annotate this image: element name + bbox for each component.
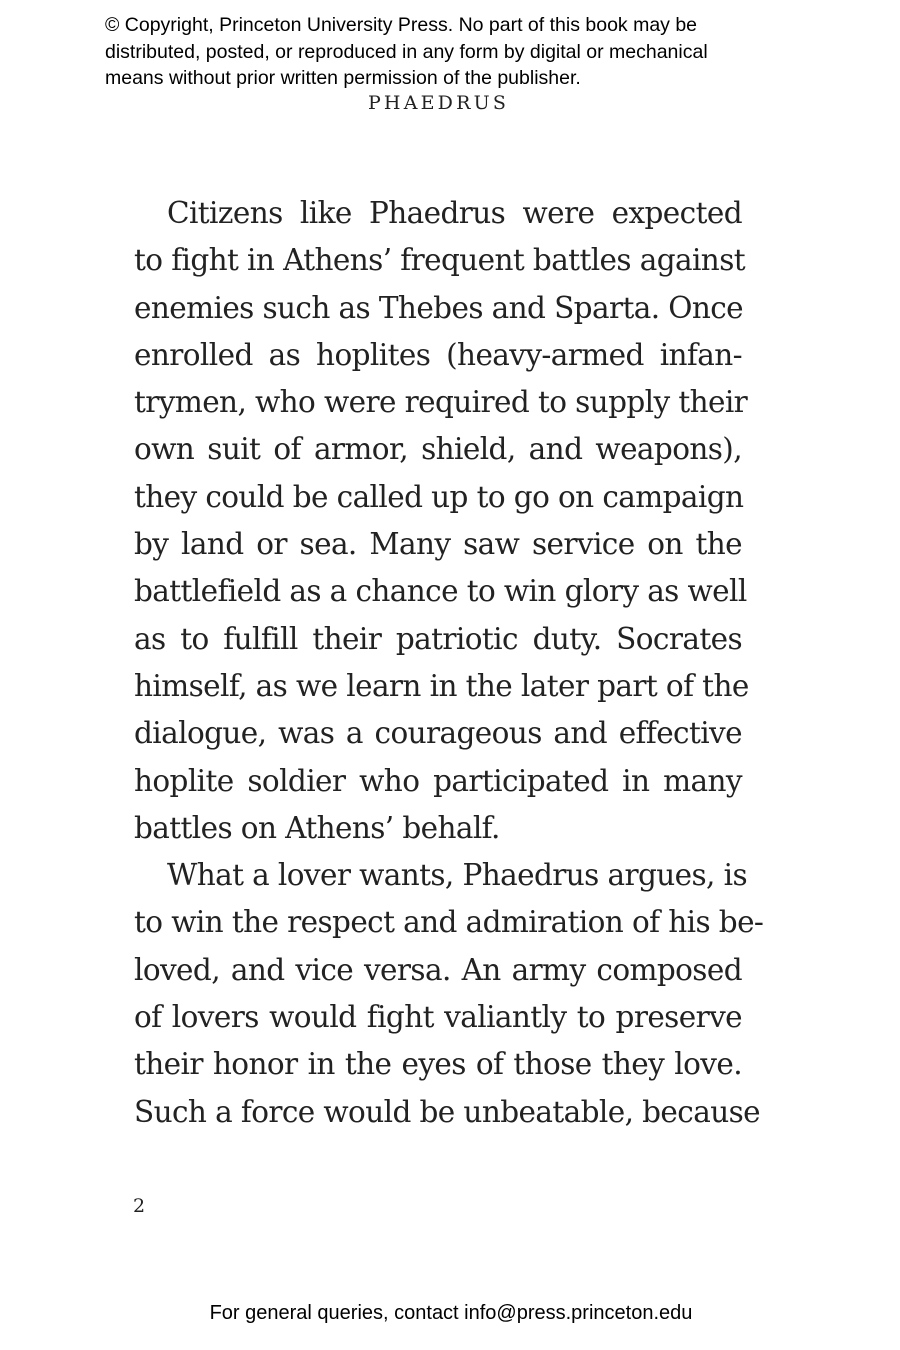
- text-line: battlefield as a chance to win glory as well: [134, 574, 747, 609]
- copyright-line: means without prior written permission of the publisher.: [105, 67, 581, 89]
- text-line: own suit of armor, shield, and weapons),: [134, 432, 742, 467]
- text-line: of lovers would fight valiantly to preserve: [134, 1000, 742, 1035]
- text-line: to win the respect and admiration of his be-: [134, 905, 764, 940]
- text-line: battles on Athens’ behalf.: [134, 810, 500, 845]
- copyright-notice: [105, 12, 825, 92]
- page-number: 2: [133, 1195, 146, 1217]
- text-line: Such a force would be unbeatable, because: [134, 1094, 760, 1129]
- footer-contact: For general queries, contact info@press.princeton.edu: [209, 1302, 693, 1324]
- text-line: their honor in the eyes of those they love.: [134, 1047, 742, 1082]
- text-line: enrolled as hoplites (heavy-armed infan-: [134, 337, 742, 372]
- text-line: trymen, who were required to supply their: [134, 385, 748, 420]
- text-line: himself, as we learn in the later part of the: [134, 668, 749, 703]
- text-line: loved, and vice versa. An army composed: [134, 952, 742, 987]
- running-head: PHAEDRUS: [367, 92, 510, 114]
- text-line: hoplite soldier who participated in many: [134, 763, 742, 798]
- text-line: Citizens like Phaedrus were expected: [167, 196, 742, 230]
- paragraph-2: [134, 852, 764, 1136]
- text-line: enemies such as Thebes and Sparta. Once: [134, 290, 744, 325]
- copyright-line: © Copyright, Princeton University Press. No part of this book may be: [105, 14, 698, 36]
- body-text: [134, 190, 764, 1136]
- text-line: as to fulfill their patriotic duty. Socrates: [134, 621, 742, 656]
- text-line: to fight in Athens’ frequent battles against: [134, 243, 745, 278]
- text-line: dialogue, was a courageous and effective: [134, 716, 742, 751]
- copyright-line: distributed, posted, or reproduced in any form by digital or mechanical: [105, 40, 708, 63]
- paragraph-1: [134, 190, 749, 852]
- text-line: What a lover wants, Phaedrus argues, is: [167, 858, 747, 893]
- text-line: they could be called up to go on campaign: [134, 479, 744, 514]
- text-line: by land or sea. Many saw service on the: [134, 527, 742, 562]
